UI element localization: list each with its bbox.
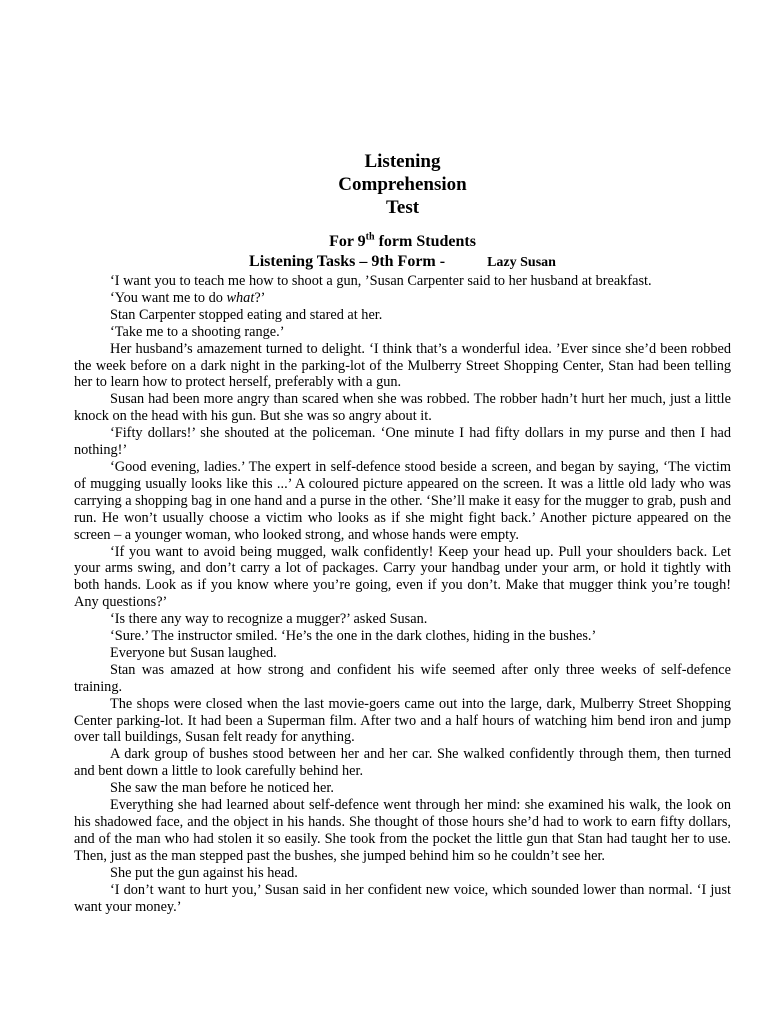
story-paragraph: ‘Fifty dollars!’ she shouted at the policeman. ‘One minute I had fifty dollars in my purse and then I had nothing!’ (74, 425, 731, 459)
title-line-3: Test (385, 197, 420, 218)
document-title (74, 150, 731, 219)
tasks-label: Listening Tasks – 9th Form - (249, 253, 446, 270)
emphasized-word: what (226, 289, 255, 306)
story-paragraph: A dark group of bushes stood between her and her car. She walked confidently through them, then turned and bent down a little to look carefully behind her. (74, 746, 731, 780)
story-paragraph: Everyone but Susan laughed. (110, 644, 277, 661)
paragraph-text: ?’ (254, 289, 266, 306)
story-paragraph: She saw the man before he noticed her. (110, 780, 334, 797)
story-text (74, 273, 731, 915)
story-paragraph: She put the gun against his head. (110, 864, 298, 881)
paragraph-text: ‘You want me to do (110, 289, 227, 306)
document-page (74, 150, 731, 915)
audience-subtitle (74, 232, 731, 252)
title-line-1: Listening (364, 151, 441, 172)
story-paragraph: Everything she had learned about self-defence went through her mind: she examined his walk, the look on his shadowed face, and the object in his hands. She thought of those hours she’d had to work to earn fifty dollars, and of the man who had stolen it so easily. She took from the pocket the little gun that Stan had taught her to use. Then, just as the man stepped past the bushes, she jumped behind him so he couldn’t see her. (74, 797, 731, 864)
story-title: Lazy Susan (487, 255, 556, 270)
subtitle-superscript: th (365, 231, 375, 243)
story-paragraph: ‘Take me to a shooting range.’ (110, 323, 285, 340)
story-paragraph: Stan Carpenter stopped eating and stared at her. (110, 306, 383, 323)
subtitle-prefix: For 9 (329, 233, 366, 250)
story-paragraph: ‘Sure.’ The instructor smiled. ‘He’s the one in the dark clothes, hiding in the bushes.’ (110, 628, 597, 645)
subtitle-suffix: form Students (374, 233, 476, 250)
story-paragraph: ‘Is there any way to recognize a mugger?’ asked Susan. (110, 611, 428, 628)
story-paragraph: ‘I want you to teach me how to shoot a gun, ’Susan Carpenter said to her husband at breakfast. (110, 273, 652, 289)
story-paragraph: Her husband’s amazement turned to delight. ‘I think that’s a wonderful idea. ’Ever since she’d been robbed the week before on a dark night in the parking-lot of the Mulberry Street Shopping Center, Stan had been telling her to learn how to protect herself, preferably with a gun. (74, 340, 731, 391)
story-paragraph: ‘If you want to avoid being mugged, walk confidently! Keep your head up. Pull your shoulders back. Let your arms swing, and don’t carry a lot of packages. Carry your handbag under your arm, or hold it tightly with both hands. Look as if you know where you’re going, even if you don’t. Make that mugger think you’re tough! Any questions?’ (74, 543, 731, 611)
story-paragraph: The shops were closed when the last movie-goers came out into the large, dark, Mulberry Street Shopping Center parking-lot. It had been a Superman film. After two and a half hours of watching him bend iron and jump over tall buildings, Susan felt ready for anything. (74, 695, 731, 746)
story-paragraph (74, 290, 731, 307)
story-paragraph: Susan had been more angry than scared when she was robbed. The robber hadn’t hurt her much, just a little knock on the head with his gun. But she was so angry about it. (74, 391, 731, 425)
tasks-heading (74, 252, 731, 273)
story-paragraph: ‘Good evening, ladies.’ The expert in self-defence stood beside a screen, and began by saying, ‘The victim of mugging usually looks like this ...’ A coloured picture appeared on the screen. It was a little old lady who was carrying a shopping bag in one hand and a purse in the other. ‘She’ll make it easy for the mugger to grab, push and run. He won’t usually choose a victim who looks as if she might fight back.’ Another picture appeared on the screen – a younger woman, who looked strong, and whose hands were empty. (74, 458, 731, 543)
title-line-2: Comprehension (338, 174, 467, 195)
story-paragraph: ‘I don’t want to hurt you,’ Susan said in her confident new voice, which sounded lower than normal. ‘I just want your money.’ (74, 881, 731, 915)
story-paragraph: Stan was amazed at how strong and confident his wife seemed after only three weeks of self-defence training. (74, 661, 731, 695)
